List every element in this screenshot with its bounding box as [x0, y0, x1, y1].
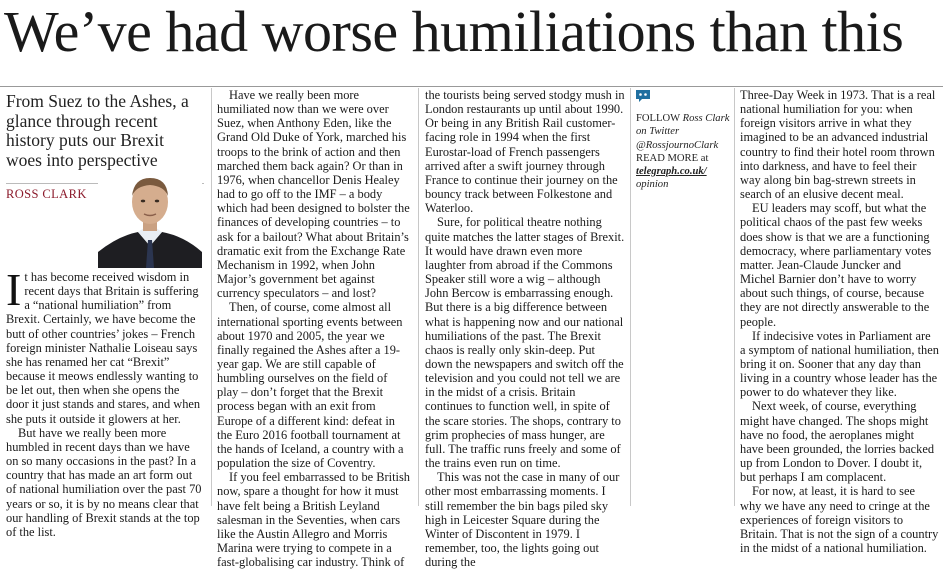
- headline: We’ve had worse humiliations than this: [4, 0, 904, 64]
- column-divider: [211, 88, 212, 506]
- column-1: [6, 264, 205, 539]
- top-rule: [0, 86, 943, 87]
- column-4-paragraph: EU leaders may scoff, but what the political chaos of the past few weeks does show is that we are a functioning democracy, where parliamentary votes matter. Jean-Claude Juncker and Michel Barnier don’t have to worry about such things, of course, because they are not directly answerable to the people.: [740, 201, 932, 329]
- column-3: [425, 88, 625, 569]
- follow-on: on Twitter: [636, 126, 680, 138]
- column-3-paragraph: Sure, for political theatre nothing quite matches the latter stages of Brexit. It would have drawn even more laughter from abroad if the Commons Speaker still wore a wig – although John Bercow is embarrassing enough. But there is a big difference between what is happening now and our national humiliations of the past. The Brexit chaos is really only skin-deep. Put down the newspapers and switch off the television and you could not tell we are in the midst of a crisis. Britain continues to function well, in spite of the scare stories. The shops, contrary to grim prophecies of mass hunger, are full. The traffic runs freely and some of the trains even run on time.: [425, 215, 625, 471]
- drop-cap: I: [6, 264, 22, 315]
- column-2-paragraph: If you feel embarrassed to be British now, spare a thought for how it must have felt being a British Leyland salesman in the Seventies, when cars like the Austin Allegro and Morris Marina were trying to compete in a fast-globalising car industry. Think of: [217, 470, 410, 569]
- column-2-paragraph: Then, of course, come almost all international sporting events between about 1970 and 2005, the year we finally regained the Ashes after a 19-year gap. We are still capable of humbling ourselves on the field of play – don’t forget that the Brexit process began with an exit from Europe of a different kind: defeat in the Euro 2016 football tournament at the hands of Iceland, a country with a population the size of Coventry.: [217, 300, 404, 471]
- column-3-paragraph: This was not the case in many of our other most embarrassing moments. I still remember the bin bags piled sky high in Leicester Square during the Winter of Discontent in 1979. I remember, too, the lights going out during the: [425, 470, 620, 569]
- quote-icon: [636, 90, 650, 102]
- byline: ROSS CLARK: [6, 187, 87, 201]
- column-1-paragraph: But have we really been more humbled in recent days than we have on so many occasions in the past? In a country that has made an art form out of national humiliation over the past 70 years or so, it is by no means clear that our handling of Brexit stands at the top of the list.: [6, 425, 202, 539]
- column-4-paragraph: For now, at least, it is hard to see why we have any need to cringe at the experiences of foreign visitors to Britain. That is not the sign of a country in the midst of a national humiliation.: [740, 484, 939, 555]
- column-2: [217, 88, 411, 569]
- column-4-paragraph: Next week, of course, everything might have changed. The shops might have no food, the aeroplanes might have been grounded, the lorries backed up from London to Dover. I doubt it, but perhaps I am complacent.: [740, 399, 935, 485]
- column-divider: [734, 88, 735, 506]
- author-photo: [98, 170, 202, 268]
- column-divider: [630, 88, 631, 506]
- follow-label: FOLLOW: [636, 113, 680, 125]
- column-1-paragraph: t has become received wisdom in recent days that Britain is suffering a “national humiliation” from Brexit. Certainly, we have become the butt of other countries’ jokes – French foreign minister Nathalie Loiseau says she has renamed her cat “Brexit” because it meows endlessly wanting to be let out, then when she opens the door it just stands and stares, and when she puts it outside it glowers at her.: [6, 270, 201, 426]
- column-3-paragraph: the tourists being served stodgy mush in London restaurants up until about 1990. Or being in any British Rail customer-facing role in 1994 when the first Eurostar-load of French passengers arrived after a swift journey through France to continue their journey on the bouncy track between Folkestone and Waterloo.: [425, 88, 625, 216]
- standfirst: From Suez to the Ashes, a glance through recent history puts our Brexit woes into perspective: [6, 91, 189, 170]
- twitter-handle[interactable]: @RossjournoClark: [636, 139, 719, 151]
- read-more-section[interactable]: opinion: [636, 179, 669, 191]
- column-divider: [418, 88, 419, 506]
- column-4: [740, 88, 939, 555]
- read-more-link[interactable]: telegraph.co.uk/: [636, 166, 707, 178]
- read-more-label: READ MORE at: [636, 152, 709, 164]
- column-4-paragraph: If indecisive votes in Parliament are a symptom of national humiliation, then bring it on. Sooner that any day than living in a country whose leader has the power to do whatever they like.: [740, 328, 939, 400]
- column-2-paragraph: Have we really been more humiliated now than we were over Suez, when Anthony Eden, like the Grand Old Duke of York, marched his troops to the brink of action and then marched them back again? Or than in 1976, when chancellor Denis Healey had to go off to the IMF – a body which had been designed to bolster the finances of developing countries – to ask for a bailout? What about Britain’s dramatic exit from the Exchange Rate Mechanism in 1992, when John Major’s government bet against currency speculators – and lost?: [217, 88, 410, 301]
- follow-box: [636, 90, 732, 191]
- follow-name: Ross Clark: [682, 113, 730, 125]
- column-4-paragraph: Three-Day Week in 1973. That is a real national humiliation for you: when foreign visitors arrive in what they imagined to be an advanced industrial country to find their hotel room thrown into darkness, and have to feel their way along bin bag-strewn streets in search of an elusive decent meal.: [740, 88, 936, 202]
